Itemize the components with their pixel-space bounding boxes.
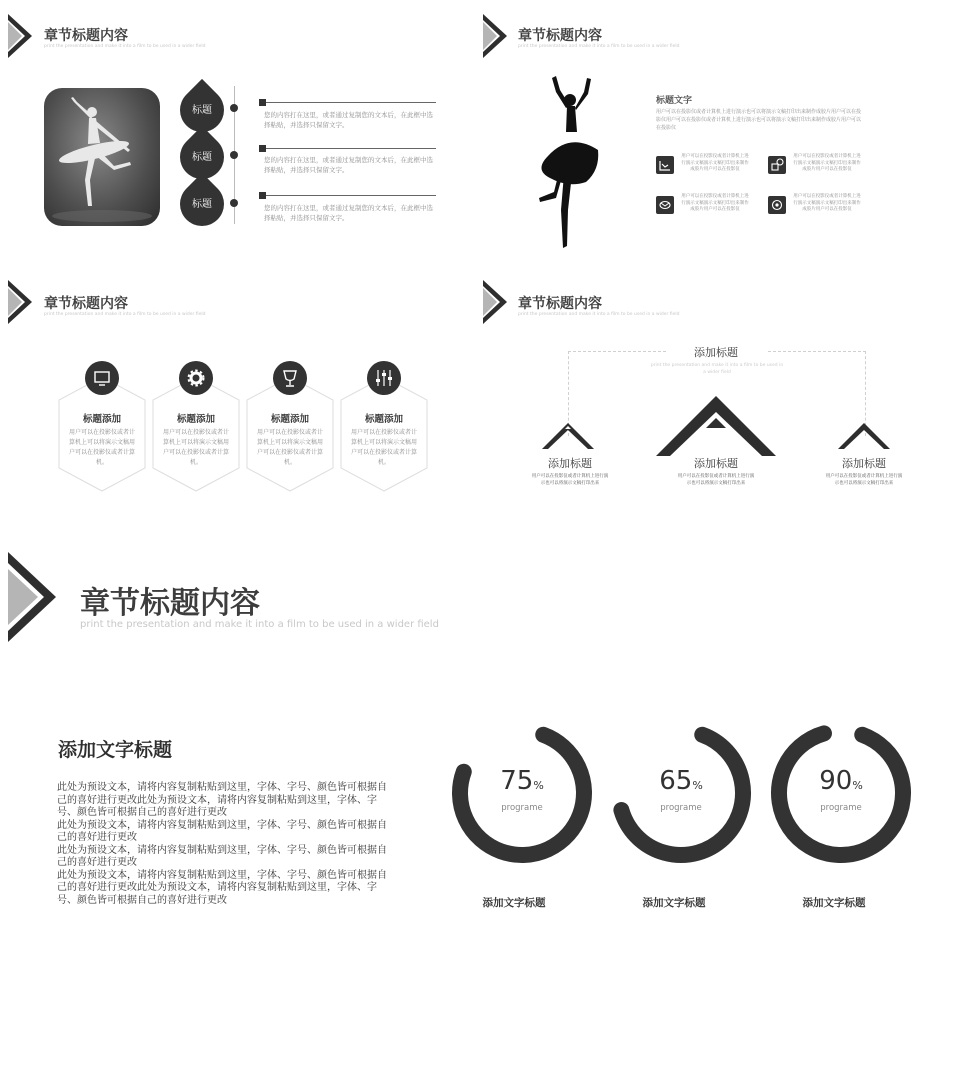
ballerina-photo — [44, 88, 160, 226]
monitor-icon — [85, 361, 119, 395]
ring-value — [791, 766, 891, 796]
item-text: 用户可以在投影仪或者计算机上进行演示也可以将演示文稿打印出来 — [677, 474, 755, 486]
ring-value — [472, 766, 572, 796]
slide-title: 章节标题内容 — [44, 296, 128, 312]
roof-large-icon — [656, 396, 776, 458]
slide-subtitle: print the presentation and make it into a film to be used in a wider field — [80, 619, 439, 630]
paragraph: 此处为预设文本，请将内容复制粘贴到这里，字体、字号、颜色皆可根据自己的喜好进行更改此处为预设文本，请将内容复制粘贴到这里，字体、字号、颜色皆可根据自己的喜好进行更改 — [57, 782, 387, 818]
bullet-dot — [230, 151, 238, 159]
at-icon — [768, 196, 786, 214]
item-label: 添加标题 — [842, 457, 886, 470]
ring-caption: 添加文字标题 — [802, 897, 866, 909]
slide-5 — [0, 540, 960, 1084]
tag-drop — [171, 173, 233, 235]
paragraph: 此处为预设文本，请将内容复制粘贴到这里，字体、字号、颜色皆可根据自己的喜好进行更改 — [57, 819, 387, 843]
card-title: 标题添加 — [270, 414, 309, 425]
dancer-figure-icon — [44, 88, 160, 226]
bullet-square — [259, 99, 266, 106]
bullet-text: 您的内容打在这里，或者通过复制您的文本后，在此框中选择粘贴，并选择只保留文字。 — [264, 111, 433, 129]
divider — [266, 195, 436, 196]
ring-value-unit: % — [533, 779, 544, 792]
card-text: 用户可以在投影仪或者计算机上可以将演示文稿用户可以在投影仪或者计算机。 — [68, 429, 135, 466]
chevron-icon — [8, 14, 36, 58]
roof-small-left-icon — [542, 423, 594, 451]
bullet-text: 您的内容打在这里，或者通过复制您的文本后，在此框中选择粘贴，并选择只保留文字。 — [264, 204, 433, 222]
divider — [266, 148, 436, 149]
top-sub: print the presentation and make it into a film to be used in a wider field — [650, 363, 784, 375]
top-label: 添加标题 — [666, 344, 766, 360]
ring-caption: 添加文字标题 — [642, 897, 706, 909]
item-text: 用户可以在投影仪或者计算机上进行演示也可以将演示文稿打印出来 — [825, 474, 903, 486]
text-title: 添加文字标题 — [58, 739, 173, 761]
roof-small-right-icon — [838, 423, 890, 451]
section-heading: 标题文字 — [656, 96, 693, 106]
slide-title: 章节标题内容 — [518, 28, 602, 44]
bullet-square — [259, 145, 266, 152]
ring-value-unit: % — [692, 779, 703, 792]
mail-icon — [656, 196, 674, 214]
sliders-icon — [367, 361, 401, 395]
ring-value-number: 65 — [659, 766, 693, 796]
chart-icon — [656, 156, 674, 174]
slide-subtitle: print the presentation and make it into a film to be used in a wider field — [518, 312, 680, 317]
chevron-icon — [8, 280, 36, 324]
paragraph: 此处为预设文本，请将内容复制粘贴到这里，字体、字号、颜色皆可根据自己的喜好进行更改 — [57, 844, 387, 868]
ring-sub: programe — [501, 803, 543, 813]
item-text: 用户可以在投影仪或者计算机上进行演示也可以将演示文稿打印出来 — [531, 474, 609, 486]
shapes-icon — [768, 156, 786, 174]
ring-value-number: 90 — [819, 766, 853, 796]
section-body: 用户可以在投影仪或者计算机上进行演示也可以将演示文稿打印出来制作成胶片用户可以在投影仪用户可以在投影仪或者计算机上进行演示也可以将演示文稿打印出来制作成胶片用户可以在投影仪 — [656, 109, 862, 131]
feature-text: 用户可以在投影仪或者计算机上进行演示文稿演示文稿打印出来制作成胶片用户可以在投影仪 — [681, 154, 749, 172]
bullet-dot — [230, 104, 238, 112]
trophy-icon — [273, 361, 307, 395]
paragraph: 此处为预设文本，请将内容复制粘贴到这里，字体、字号、颜色皆可根据自己的喜好进行更改此处为预设文本，请将内容复制粘贴到这里，字体、字号、颜色皆可根据自己的喜好进行更改 — [57, 869, 387, 906]
bullet-text: 您的内容打在这里，或者通过复制您的文本后，在此框中选择粘贴，并选择只保留文字。 — [264, 156, 433, 174]
paragraph-block — [57, 782, 387, 907]
tag-label: 标题 — [192, 198, 212, 210]
ring-sub: programe — [660, 803, 702, 813]
ring-caption: 添加文字标题 — [482, 897, 546, 909]
chevron-icon — [483, 14, 511, 58]
ring-sub: programe — [820, 803, 862, 813]
card-title: 标题添加 — [364, 414, 403, 425]
slide-2 — [480, 0, 960, 260]
item-label: 添加标题 — [694, 457, 738, 470]
slide-subtitle: print the presentation and make it into a film to be used in a wider field — [518, 44, 680, 49]
ring-value-unit: % — [852, 779, 863, 792]
slide-title: 章节标题内容 — [80, 586, 260, 621]
card-title: 标题添加 — [82, 414, 121, 425]
slide-4 — [480, 268, 960, 508]
divider — [266, 102, 436, 103]
slide-subtitle: print the presentation and make it into a film to be used in a wider field — [44, 44, 206, 49]
bullet-dot — [230, 199, 238, 207]
ballerina-silhouette-icon — [530, 70, 606, 252]
slide-1 — [0, 0, 475, 250]
tag-label: 标题 — [192, 104, 212, 116]
feature-text: 用户可以在投影仪或者计算机上进行演示文稿演示文稿打印出来制作成胶片用户可以在投影仪 — [793, 154, 861, 172]
card-text: 用户可以在投影仪或者计算机上可以将演示文稿用户可以在投影仪或者计算机。 — [350, 429, 417, 466]
ring-value — [631, 766, 731, 796]
tag-label: 标题 — [192, 151, 212, 163]
card-text: 用户可以在投影仪或者计算机上可以将演示文稿用户可以在投影仪或者计算机。 — [162, 429, 229, 466]
feature-text: 用户可以在投影仪或者计算机上进行演示文稿演示文稿打印出来制作成胶片用户可以在投影仪 — [793, 194, 861, 212]
slide-title: 章节标题内容 — [44, 28, 128, 44]
item-label: 添加标题 — [548, 457, 592, 470]
card-title: 标题添加 — [176, 414, 215, 425]
slide-3 — [0, 268, 475, 508]
chevron-icon — [483, 280, 511, 324]
card-text: 用户可以在投影仪或者计算机上可以将演示文稿用户可以在投影仪或者计算机。 — [256, 429, 323, 466]
chevron-icon — [8, 552, 60, 642]
slide-subtitle: print the presentation and make it into a film to be used in a wider field — [44, 312, 206, 317]
slide-title: 章节标题内容 — [518, 296, 602, 312]
gear-icon — [179, 361, 213, 395]
feature-text: 用户可以在投影仪或者计算机上进行演示文稿演示文稿打印出来制作成胶片用户可以在投影仪 — [681, 194, 749, 212]
ring-value-number: 75 — [500, 766, 534, 796]
bullet-square — [259, 192, 266, 199]
